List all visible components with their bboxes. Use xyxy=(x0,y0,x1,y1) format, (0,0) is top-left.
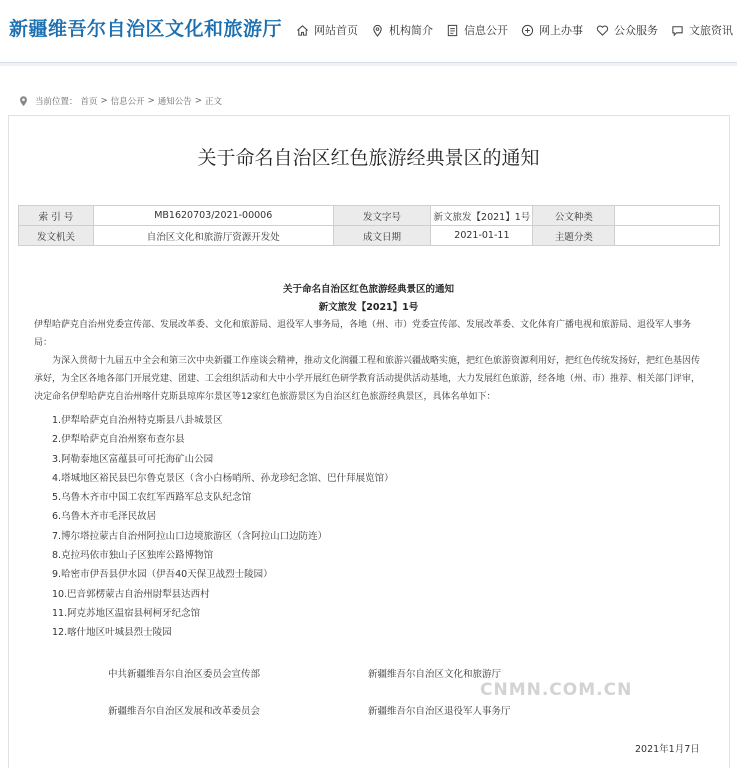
document-meta-table xyxy=(18,205,720,246)
meta-label: 索 引 号 xyxy=(19,206,94,226)
signature-culture-tourism: 新疆维吾尔自治区文化和旅游厅 xyxy=(368,669,502,680)
chat-icon xyxy=(671,24,684,37)
site-header xyxy=(0,0,737,62)
meta-value xyxy=(615,206,720,226)
meta-value: 2021-01-11 xyxy=(431,226,533,246)
list-item: 7.博尔塔拉蒙古自治州阿拉山口边境旅游区（含阿拉山口边防连） xyxy=(52,530,328,542)
nav-label: 网上办事 xyxy=(539,24,583,37)
breadcrumb xyxy=(18,95,225,107)
scenic-list xyxy=(52,411,394,643)
meta-label: 公文种类 xyxy=(533,206,615,226)
nav-label: 公众服务 xyxy=(614,24,658,37)
nav-label: 文旅资讯 xyxy=(689,24,733,37)
document-number: 新文旅发【2021】1号 xyxy=(318,302,419,313)
meta-value xyxy=(615,226,720,246)
meta-value: MB1620703/2021-00006 xyxy=(93,206,333,226)
list-item: 3.阿勒泰地区富蕴县可可托海矿山公园 xyxy=(52,453,214,465)
table-row xyxy=(19,226,720,246)
breadcrumb-info[interactable]: 信息公开 xyxy=(110,97,145,107)
breadcrumb-current: 正文 xyxy=(204,97,222,107)
location-pin-icon xyxy=(18,95,29,107)
breadcrumb-home[interactable]: 首页 xyxy=(80,97,98,107)
heart-icon xyxy=(596,24,609,37)
list-item: 12.喀什地区叶城县烈士陵园 xyxy=(52,627,172,639)
breadcrumb-sep: > xyxy=(194,96,202,106)
nav-label: 机构简介 xyxy=(389,24,433,37)
list-item: 10.巴音郭楞蒙古自治州尉犁县达西村 xyxy=(52,588,210,600)
main-nav xyxy=(296,22,737,38)
list-item: 8.克拉玛依市独山子区独库公路博物馆 xyxy=(52,550,214,562)
body-title: 关于命名自治区红色旅游经典景区的通知 xyxy=(282,284,454,295)
nav-item-info[interactable] xyxy=(446,22,508,38)
list-item: 1.伊犁哈萨克自治州特克斯县八卦城景区 xyxy=(52,415,223,426)
meta-label: 成文日期 xyxy=(333,226,431,246)
breadcrumb-prefix: 当前位置： xyxy=(35,97,78,107)
recipients-paragraph: 伊犁哈萨克自治州党委宣传部、发展改革委、文化和旅游局、退役军人事务局，各地（州、市）党委宣传部、发展改革委、文化体育广播电视和旅游局、退役军人事务局： xyxy=(34,320,692,348)
document-icon xyxy=(446,24,459,37)
document-date: 2021年1月7日 xyxy=(635,744,700,755)
nav-label: 网站首页 xyxy=(314,24,358,37)
nav-item-online[interactable] xyxy=(521,22,583,38)
signature-propaganda: 中共新疆维吾尔自治区委员会宣传部 xyxy=(108,669,261,680)
home-icon xyxy=(296,24,309,37)
location-pin-icon xyxy=(371,24,384,37)
meta-label: 发文机关 xyxy=(19,226,94,246)
breadcrumb-sep: > xyxy=(100,96,108,106)
nav-item-public[interactable] xyxy=(596,22,658,38)
nav-item-about[interactable] xyxy=(371,22,433,38)
watermark: CNMN.COM.CN xyxy=(480,680,633,700)
list-item: 11.阿克苏地区温宿县柯柯牙纪念馆 xyxy=(52,607,201,619)
list-item: 6.乌鲁木齐市毛泽民故居 xyxy=(52,511,157,523)
signature-veterans: 新疆维吾尔自治区退役军人事务厅 xyxy=(368,706,511,717)
nav-label: 信息公开 xyxy=(464,24,508,37)
list-item: 9.哈密市伊吾县伊水园（伊吾40天保卫战烈士陵园） xyxy=(52,569,273,581)
header-divider xyxy=(0,62,737,66)
list-item: 4.塔城地区裕民县巴尔鲁克景区（含小白杨哨所、孙龙珍纪念馆、巴什拜展览馆） xyxy=(52,472,394,484)
meta-value: 新文旅发【2021】1号 xyxy=(431,206,533,226)
page-title: 关于命名自治区红色旅游经典景区的通知 xyxy=(197,147,540,169)
breadcrumb-sep: > xyxy=(147,96,155,106)
signature-development: 新疆维吾尔自治区发展和改革委员会 xyxy=(108,706,261,717)
meta-label: 主题分类 xyxy=(533,226,615,246)
meta-label: 发文字号 xyxy=(333,206,431,226)
list-item: 5.乌鲁木齐市中国工农红军西路军总支队纪念馆 xyxy=(52,492,252,504)
list-item: 2.伊犁哈萨克自治州察布查尔县 xyxy=(52,434,185,446)
nav-item-home[interactable] xyxy=(296,22,358,38)
nav-item-news[interactable] xyxy=(671,22,733,38)
service-icon xyxy=(521,24,534,37)
meta-value: 自治区文化和旅游厅资源开发处 xyxy=(93,226,333,246)
site-title[interactable]: 新疆维吾尔自治区文化和旅游厅 xyxy=(9,18,283,40)
breadcrumb-notice[interactable]: 通知公告 xyxy=(157,97,192,107)
table-row xyxy=(19,206,720,226)
main-paragraph: 为深入贯彻十九届五中全会和第三次中央新疆工作座谈会精神，推动文化润疆工程和旅游兴疆战略实施，把红色旅游资源利用好，把红色传统发扬好，把红色基因传承好，为全区各地各部门开展党建、团建、工会组织活动和大中小学开展红色研学教育活动提供活动基地，大力发展红色旅游，经各地（州、市）推荐、相关部门评审，决定命名伊犁哈萨克自治州喀什克斯县琼库尔景区等12家红色旅游景区为自治区红色旅游经典景区，具体名单如下： xyxy=(34,356,701,402)
